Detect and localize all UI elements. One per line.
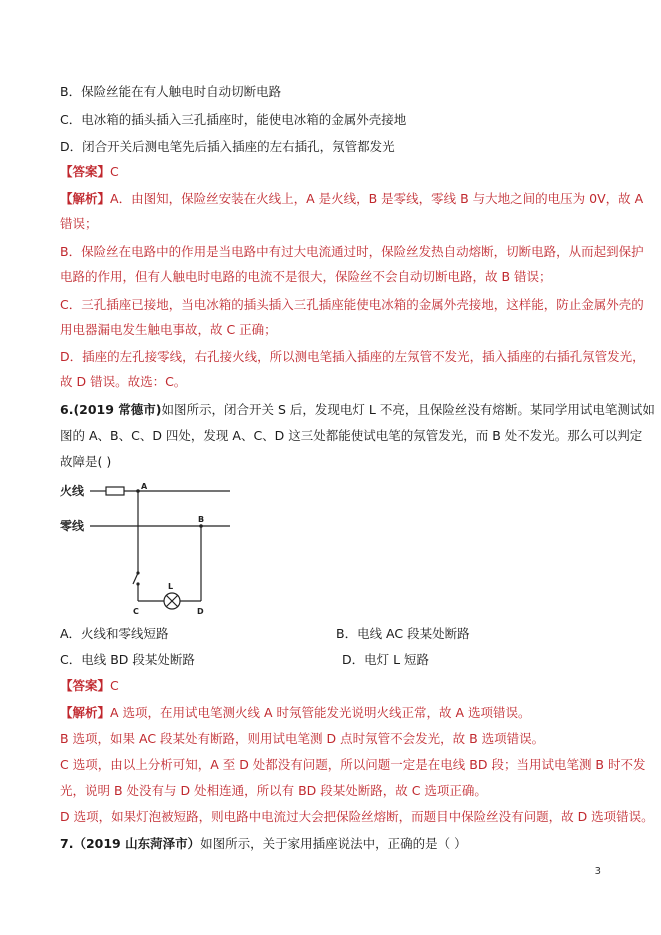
page-number: 3: [594, 866, 601, 877]
q6-answer: [60, 678, 608, 694]
q6-analysis-line-2: B 选项，如果 AC 段某处有断路，则用试电笔测 D 点时氖管不会发光，故 B 选项错误。: [60, 731, 545, 746]
q5-analysis-line-5: C．三孔插座已接地，当电冰箱的插头插入三孔插座能使电冰箱的金属外壳接地，这样能，防止金属外壳的: [60, 297, 644, 312]
zero-wire-label: 零线: [60, 519, 85, 533]
option-b-text: B．保险丝能在有人触电时自动切断电路: [60, 84, 282, 99]
switch-contact: [136, 582, 139, 585]
q6-option-d: D．电灯 L 短路: [342, 652, 430, 667]
q6-option-b: B．电线 AC 段某处断路: [336, 626, 470, 641]
question-number: 6.: [60, 402, 74, 417]
q5-analysis-line-2: 错误；: [60, 216, 98, 231]
q6-analysis-line-4: 光，说明 B 处没有与 D 处相连通，所以有 BD 段某处断路，故 C 选项正确。: [60, 783, 487, 798]
q5-analysis-line-7: D．插座的左孔接零线，右孔接火线，所以测电笔插入插座的左氖管不发光，插入插座的右插孔氖管发光，: [60, 349, 645, 364]
answer-label: 【答案】: [60, 678, 111, 693]
node-b: [199, 524, 203, 528]
q6-analysis-line-1: 【解析】A 选项，在用试电笔测火线 A 时氖管能发光说明火线正常，故 A 选项错误。: [60, 705, 531, 720]
answer-value: C: [110, 678, 119, 693]
question-number: 7.: [60, 836, 74, 851]
circuit-diagram: [60, 478, 240, 618]
q5-analysis-line-4: 电路的作用，但有人触电时电路的电流不是很大，保险丝不会自动切断电路，故 B 错误；: [60, 269, 552, 284]
q6-option-c: C．电线 BD 段某处断路: [60, 652, 195, 667]
switch-pivot: [136, 571, 139, 574]
q5-answer: [60, 164, 608, 180]
label-a: A: [141, 482, 148, 491]
q6-stem-line-1: 6.(2019 常德市)如图所示，闭合开关 S 后，发现电灯 L 不亮，且保险丝没有熔断。某同学用试电笔测试如: [60, 402, 655, 417]
option-d-text: D．闭合开关后测电笔先后插入插座的左右插孔，氖管都发光: [60, 139, 395, 154]
analysis-label: 【解析】: [60, 705, 111, 720]
fuse: [106, 487, 124, 495]
label-c: C: [133, 607, 139, 616]
label-lamp: L: [168, 582, 174, 591]
q7-stem: 7.（2019 山东菏泽市）如图所示，关于家用插座说法中，正确的是（ ）: [60, 836, 467, 851]
answer-label: 【答案】: [60, 164, 111, 179]
switch-blade: [133, 573, 138, 584]
q6-analysis-line-3: C 选项，由以上分析可知，A 至 D 处都没有问题，所以问题一定是在电线 BD 段；当用试电笔测 B 时不发: [60, 757, 646, 772]
q5-analysis-line-8: 故 D 错误。故选：C。: [60, 374, 187, 389]
question-source: （2019 山东菏泽市）: [73, 836, 201, 851]
q6-analysis-line-5: D 选项，如果灯泡被短路，则电路中电流过大会把保险丝熔断，而题目中保险丝没有问题，故 D 选项错误。: [60, 809, 654, 824]
q6-stem-line-2: 图的 A、B、C、D 四处，发现 A、C、D 这三处都能使试电笔的氖管发光，而 B 处不发光。那么可以判定: [60, 428, 643, 443]
q5-analysis-line-6: 用电器漏电发生触电事故，故 C 正确；: [60, 322, 277, 337]
label-d: D: [197, 607, 204, 616]
q5-analysis-line-3: B．保险丝在电路中的作用是当电路中有过大电流通过时，保险丝发热自动熔断，切断电路，从而起到保护: [60, 244, 644, 259]
label-b: B: [198, 515, 205, 524]
q5-analysis-line-1: 【解析】A．由图知，保险丝安装在火线上，A 是火线，B 是零线，零线 B 与大地之间的电压为 0V，故 A: [60, 191, 644, 206]
option-c-text: C．电冰箱的插头插入三孔插座时，能使电冰箱的金属外壳接地: [60, 112, 407, 127]
node-a: [136, 489, 140, 493]
q6-option-a: A．火线和零线短路: [60, 626, 169, 641]
q6-stem-line-3: 故障是( ): [60, 454, 112, 469]
question-source: (2019 常德市): [73, 402, 162, 417]
answer-value: C: [110, 164, 119, 179]
fire-wire-label: 火线: [60, 484, 85, 498]
analysis-label: 【解析】: [60, 191, 111, 206]
